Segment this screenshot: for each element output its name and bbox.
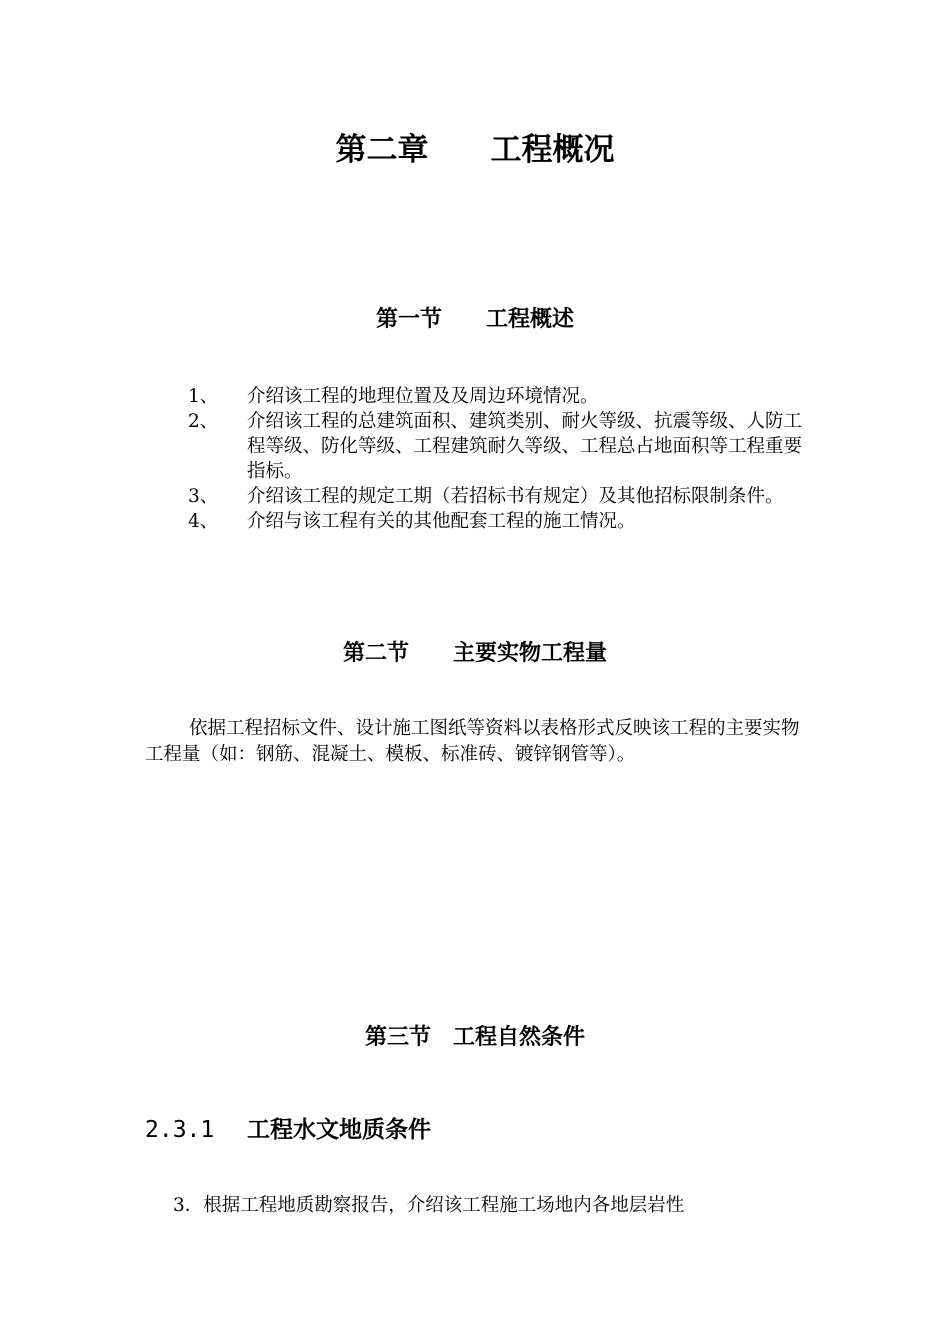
section-2-title: 第二节 主要实物工程量 <box>342 641 607 666</box>
list-item <box>188 484 812 509</box>
chapter-title: 第二章 工程概况 <box>335 132 615 168</box>
list-item-text: 介绍该工程的规定工期（若招标书有规定）及其他招标限制条件。 <box>247 486 784 507</box>
overview-list <box>188 384 812 534</box>
list-item <box>188 509 812 534</box>
subsection-number: 2.3.1 <box>145 1117 215 1143</box>
section-3-title: 第三节 工程自然条件 <box>364 1025 585 1050</box>
list-item <box>188 384 812 409</box>
subsection-heading <box>145 1113 813 1147</box>
list-item-number: 1、 <box>188 386 219 407</box>
list-item-text: 介绍与该工程有关的其他配套工程的施工情况。 <box>247 511 636 532</box>
list-item-text: 介绍该工程的总建筑面积、建筑类别、耐火等级、抗震等级、人防工程等级、防化等级、工程建筑耐久等级、工程总占地面积等工程重要指标。 <box>247 411 803 482</box>
subsection-title: 工程水文地质条件 <box>247 1117 431 1143</box>
list-item-number: 2、 <box>188 411 219 432</box>
list-item-number: 3、 <box>188 486 219 507</box>
section-1-title: 第一节 工程概述 <box>375 307 574 332</box>
quantities-paragraph: 依据工程招标文件、设计施工图纸等资料以表格形式反映该工程的主要实物工程量（如：钢筋、混凝土、模板、标准砖、镀锌钢管等）。 <box>145 718 800 765</box>
list-item-number: 4、 <box>188 511 219 532</box>
list-item <box>188 409 812 484</box>
list-item-text: 介绍该工程的地理位置及及周边环境情况。 <box>247 386 599 407</box>
geology-paragraph: 3．根据工程地质勘察报告，介绍该工程施工场地内各地层岩性 <box>173 1195 685 1216</box>
